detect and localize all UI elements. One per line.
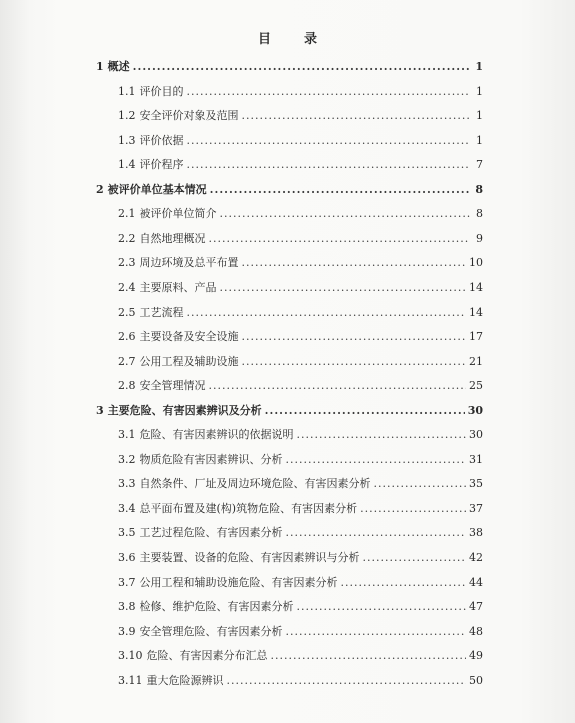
toc-entry-number: 1 [96, 60, 104, 73]
toc-entry-label: 评价依据 [139, 133, 184, 147]
toc-entry-number: 3 [96, 403, 104, 417]
toc-entry-number: 2.6 [118, 330, 136, 344]
toc-entry-page-number: 14 [469, 280, 483, 294]
toc-entry-page-number: 44 [469, 575, 483, 589]
toc-entry-page-number: 8 [475, 182, 483, 196]
toc-section-entry[interactable] [118, 549, 483, 567]
toc-entry-page-number: 1 [476, 133, 483, 147]
page-title: 目 录 [257, 32, 327, 47]
toc-entry-number: 1.2 [118, 109, 136, 123]
toc-entry-label: 危险、有害因素分布汇总 [146, 649, 268, 663]
toc-entry-number: 2.1 [118, 207, 136, 221]
dot-leader [209, 377, 467, 395]
toc-entry-page-number: 49 [469, 649, 483, 663]
toc-entry-page-number: 14 [469, 305, 483, 319]
dot-leader [242, 254, 467, 272]
toc-section-entry[interactable] [118, 254, 483, 272]
toc-chapter-entry[interactable] [96, 402, 483, 420]
toc-entry-page-number: 21 [469, 354, 483, 368]
toc-section-entry[interactable] [118, 647, 483, 665]
toc-entry-label: 主要设备及安全设施 [139, 330, 239, 344]
toc-entry-label: 自然条件、厂址及周边环境危险、有害因素分析 [139, 477, 371, 491]
toc-section-entry[interactable] [118, 500, 483, 518]
toc-entry-label: 安全评价对象及范围 [139, 109, 239, 123]
dot-leader [187, 156, 471, 174]
toc-entry-page-number: 48 [469, 624, 483, 638]
toc-section-entry[interactable] [118, 672, 483, 690]
toc-section-entry[interactable] [118, 353, 483, 371]
dot-leader [209, 230, 471, 248]
toc-entry-number: 3.9 [118, 624, 136, 638]
toc-entry-label: 重大危险源辨识 [146, 673, 224, 687]
toc-entry-number: 1.4 [118, 158, 136, 172]
toc-entry-number: 2 [96, 182, 104, 196]
toc-entry-number: 3.7 [118, 575, 136, 589]
toc-entry-label: 主要原料、产品 [139, 280, 217, 294]
toc-entry-number: 2.5 [118, 305, 136, 319]
toc-entry-number: 3.1 [118, 428, 136, 442]
toc-entry-label: 检修、维护危险、有害因素分析 [139, 600, 294, 614]
toc-entry-number: 1.3 [118, 133, 136, 147]
toc-section-entry[interactable] [118, 328, 483, 346]
toc-section-entry[interactable] [118, 623, 483, 641]
dot-leader [271, 647, 467, 665]
dot-leader [187, 83, 471, 101]
toc-section-entry[interactable] [118, 279, 483, 297]
toc-section-entry[interactable] [118, 524, 483, 542]
toc-entry-page-number: 7 [476, 158, 483, 172]
toc-entry-page-number: 37 [469, 501, 483, 515]
dot-leader [210, 181, 470, 199]
dot-leader [363, 549, 467, 567]
toc-entry-number: 2.8 [118, 379, 136, 393]
toc-entry-label: 评价程序 [139, 158, 184, 172]
toc-entry-number: 3.5 [118, 526, 136, 540]
toc-entry-label: 评价目的 [139, 84, 184, 98]
toc-entry-number: 3.4 [118, 501, 136, 515]
toc-entry-label: 被评价单位基本情况 [107, 182, 207, 196]
dot-leader [242, 107, 471, 125]
toc-entry-label: 物质危险有害因素辨识、分析 [139, 452, 283, 466]
toc-section-entry[interactable] [118, 132, 483, 150]
toc-entry-number: 2.3 [118, 256, 136, 270]
toc-entry-page-number: 50 [469, 673, 483, 687]
toc-entry-number: 3.2 [118, 452, 136, 466]
toc-section-entry[interactable] [118, 377, 483, 395]
toc-entry-page-number: 8 [476, 207, 483, 221]
dot-leader [341, 574, 467, 592]
toc-entry-page-number: 1 [475, 60, 483, 73]
toc-entry-label: 工艺流程 [139, 305, 184, 319]
toc-entry-label: 周边环境及总平布置 [139, 256, 239, 270]
dot-leader [297, 598, 467, 616]
toc-section-entry[interactable] [118, 598, 483, 616]
toc-section-entry[interactable] [118, 475, 483, 493]
dot-leader [242, 353, 467, 371]
toc-section-entry[interactable] [118, 230, 483, 248]
toc-entry-label: 安全管理危险、有害因素分析 [139, 624, 283, 638]
dot-leader [227, 672, 467, 690]
dot-leader [133, 58, 470, 76]
toc-entry-label: 主要危险、有害因素辨识及分析 [107, 403, 262, 417]
toc-section-entry[interactable] [118, 83, 483, 101]
toc-entry-label: 公用工程及辅助设施 [139, 354, 239, 368]
toc-entry-page-number: 38 [469, 526, 483, 540]
toc-section-entry[interactable] [118, 156, 483, 174]
toc-entry-page-number: 35 [469, 477, 483, 491]
dot-leader [374, 475, 467, 493]
toc-entry-page-number: 1 [476, 109, 483, 123]
dot-leader [360, 500, 466, 518]
dot-leader [286, 623, 467, 641]
toc-section-entry[interactable] [118, 574, 483, 592]
toc-section-entry[interactable] [118, 426, 483, 444]
toc-entry-page-number: 9 [476, 231, 483, 245]
toc-section-entry[interactable] [118, 304, 483, 322]
dot-leader [242, 328, 467, 346]
toc-entry-number: 2.2 [118, 231, 136, 245]
toc-entry-label: 公用工程和辅助设施危险、有害因素分析 [139, 575, 338, 589]
toc-entry-page-number: 42 [469, 551, 483, 564]
toc-entry-label: 概述 [107, 60, 130, 73]
toc-section-entry[interactable] [118, 107, 483, 125]
toc-entry-label: 自然地理概况 [139, 231, 206, 245]
dot-leader [220, 279, 467, 297]
toc-section-entry[interactable] [118, 451, 483, 469]
toc-entry-number: 2.4 [118, 280, 136, 294]
toc-entry-label: 安全管理情况 [139, 379, 206, 393]
toc-entry-number: 3.3 [118, 477, 136, 491]
dot-leader [187, 132, 471, 150]
toc-entry-label: 工艺过程危险、有害因素分析 [139, 526, 283, 540]
toc-entry-page-number: 1 [476, 84, 483, 98]
dot-leader [187, 304, 467, 322]
toc-chapter-entry[interactable] [96, 58, 483, 76]
toc-entry-number: 2.7 [118, 354, 136, 368]
toc-entry-page-number: 30 [467, 403, 483, 417]
toc-entry-label: 总平面布置及建(构)筑物危险、有害因素分析 [139, 501, 358, 515]
toc-entry-page-number: 31 [469, 452, 483, 466]
toc-entry-page-number: 25 [469, 379, 483, 393]
toc-entry-number: 3.11 [118, 673, 143, 687]
dot-leader [265, 402, 465, 420]
toc-entry-number: 3.8 [118, 600, 136, 614]
toc-section-entry[interactable] [118, 205, 483, 223]
dot-leader [297, 426, 467, 444]
dot-leader [286, 451, 467, 469]
toc-entry-number: 3.6 [118, 551, 136, 564]
toc-entry-page-number: 10 [469, 256, 483, 270]
toc-entry-label: 危险、有害因素辨识的依据说明 [139, 428, 294, 442]
dot-leader [220, 205, 471, 223]
toc-entry-number: 3.10 [118, 649, 143, 663]
toc-chapter-entry[interactable] [96, 181, 483, 199]
dot-leader [286, 524, 467, 542]
toc-entry-label: 主要装置、设备的危险、有害因素辨识与分析 [139, 551, 360, 564]
toc-entry-number: 1.1 [118, 84, 136, 98]
toc-entry-page-number: 30 [469, 428, 483, 442]
toc-entry-label: 被评价单位简介 [139, 207, 217, 221]
toc-entry-page-number: 17 [469, 330, 483, 344]
toc-entry-page-number: 47 [469, 600, 483, 614]
